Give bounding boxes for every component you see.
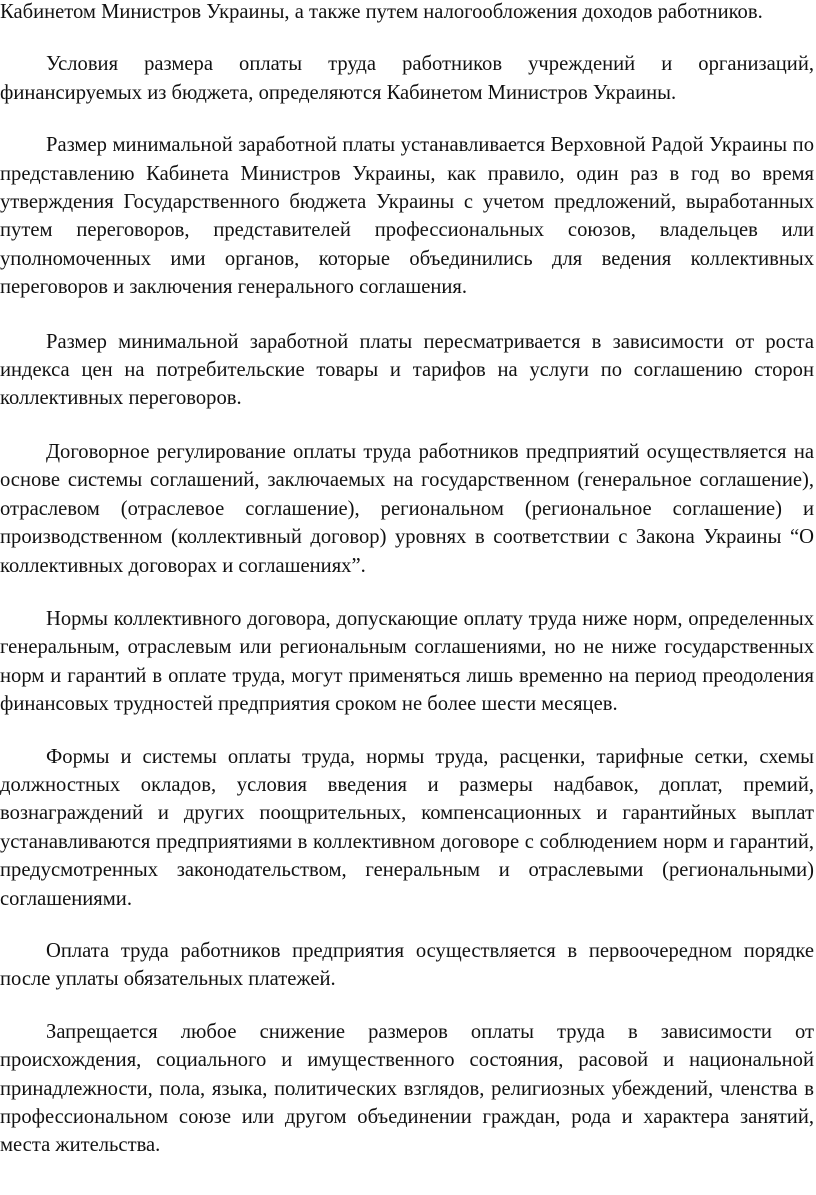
paragraph-discrimination-ban: Запрещается любое снижение размеров оплаты труда в зависимости от происхождения, социального и имущественного состояния, расовой и национальной принадлежности, пола, языка, политических взглядов, религиозных убеждений, членства в профессиональном союзе или другом объединении граждан, рода и характера занятий, места жительства. bbox=[0, 1020, 814, 1157]
paragraph-collective-agreement-norms: Нормы коллективного договора, допускающие оплату труда ниже норм, определенных генеральным, отраслевым или региональным соглашениями, но не ниже государственных норм и гарантий в оплате труда, могут применяться лишь временно на период преодоления финансовых трудностей предприятия сроком не более шести месяцев. bbox=[0, 607, 814, 716]
paragraph-budget-wages: Условия размера оплаты труда работников учреждений и организаций, финансируемых из бюджета, определяются Кабинетом Министров Украины. bbox=[0, 53, 814, 104]
paragraph-pay-forms-systems: Формы и системы оплаты труда, нормы труда, расценки, тарифные сетки, схемы должностных окладов, условия введения и размеры надбавок, доплат, премий, вознаграждений и других поощрительных, компенсационных и гарантийных выплат устанавливаются предприятиями в коллективном договоре с соблюдением норм и гарантий, предусмотренных законодательством, генеральным и отраслевыми (региональными) соглашениями. bbox=[0, 745, 814, 910]
paragraph-minimum-wage-setting: Размер минимальной заработной платы устанавливается Верховной Радой Украины по представлению Кабинета Министров Украины, как правило, один раз в год во время утверждения Государственного бюджета Украины с учетом предложений, выработанных путем переговоров, представителей профессиональных союзов, владельцев или уполномоченных ими органов, которые объединились для ведения коллективных переговоров и заключения генерального соглашения. bbox=[0, 134, 814, 299]
paragraph-minimum-wage-review: Размер минимальной заработной платы пересматривается в зависимости от роста индекса цен на потребительские товары и тарифов на услуги по соглашению сторон коллективных переговоров. bbox=[0, 330, 814, 410]
paragraph-priority-payment: Оплата труда работников предприятия осуществляется в первоочередном порядке после уплаты обязательных платежей. bbox=[0, 939, 814, 991]
paragraph-continuation: Кабинетом Министров Украины, а также путем налогообложения доходов работников. bbox=[0, 1, 763, 23]
paragraph-contract-regulation: Договорное регулирование оплаты труда работников предприятий осуществляется на основе системы соглашений, заключаемых на государственном (генеральное соглашение), отраслевом (отраслевое соглашение), региональном (региональное соглашение) и производственном (коллективный договор) уровнях в соответствии с Закона Украины “О коллективных договорах и соглашениях”. bbox=[0, 440, 814, 577]
